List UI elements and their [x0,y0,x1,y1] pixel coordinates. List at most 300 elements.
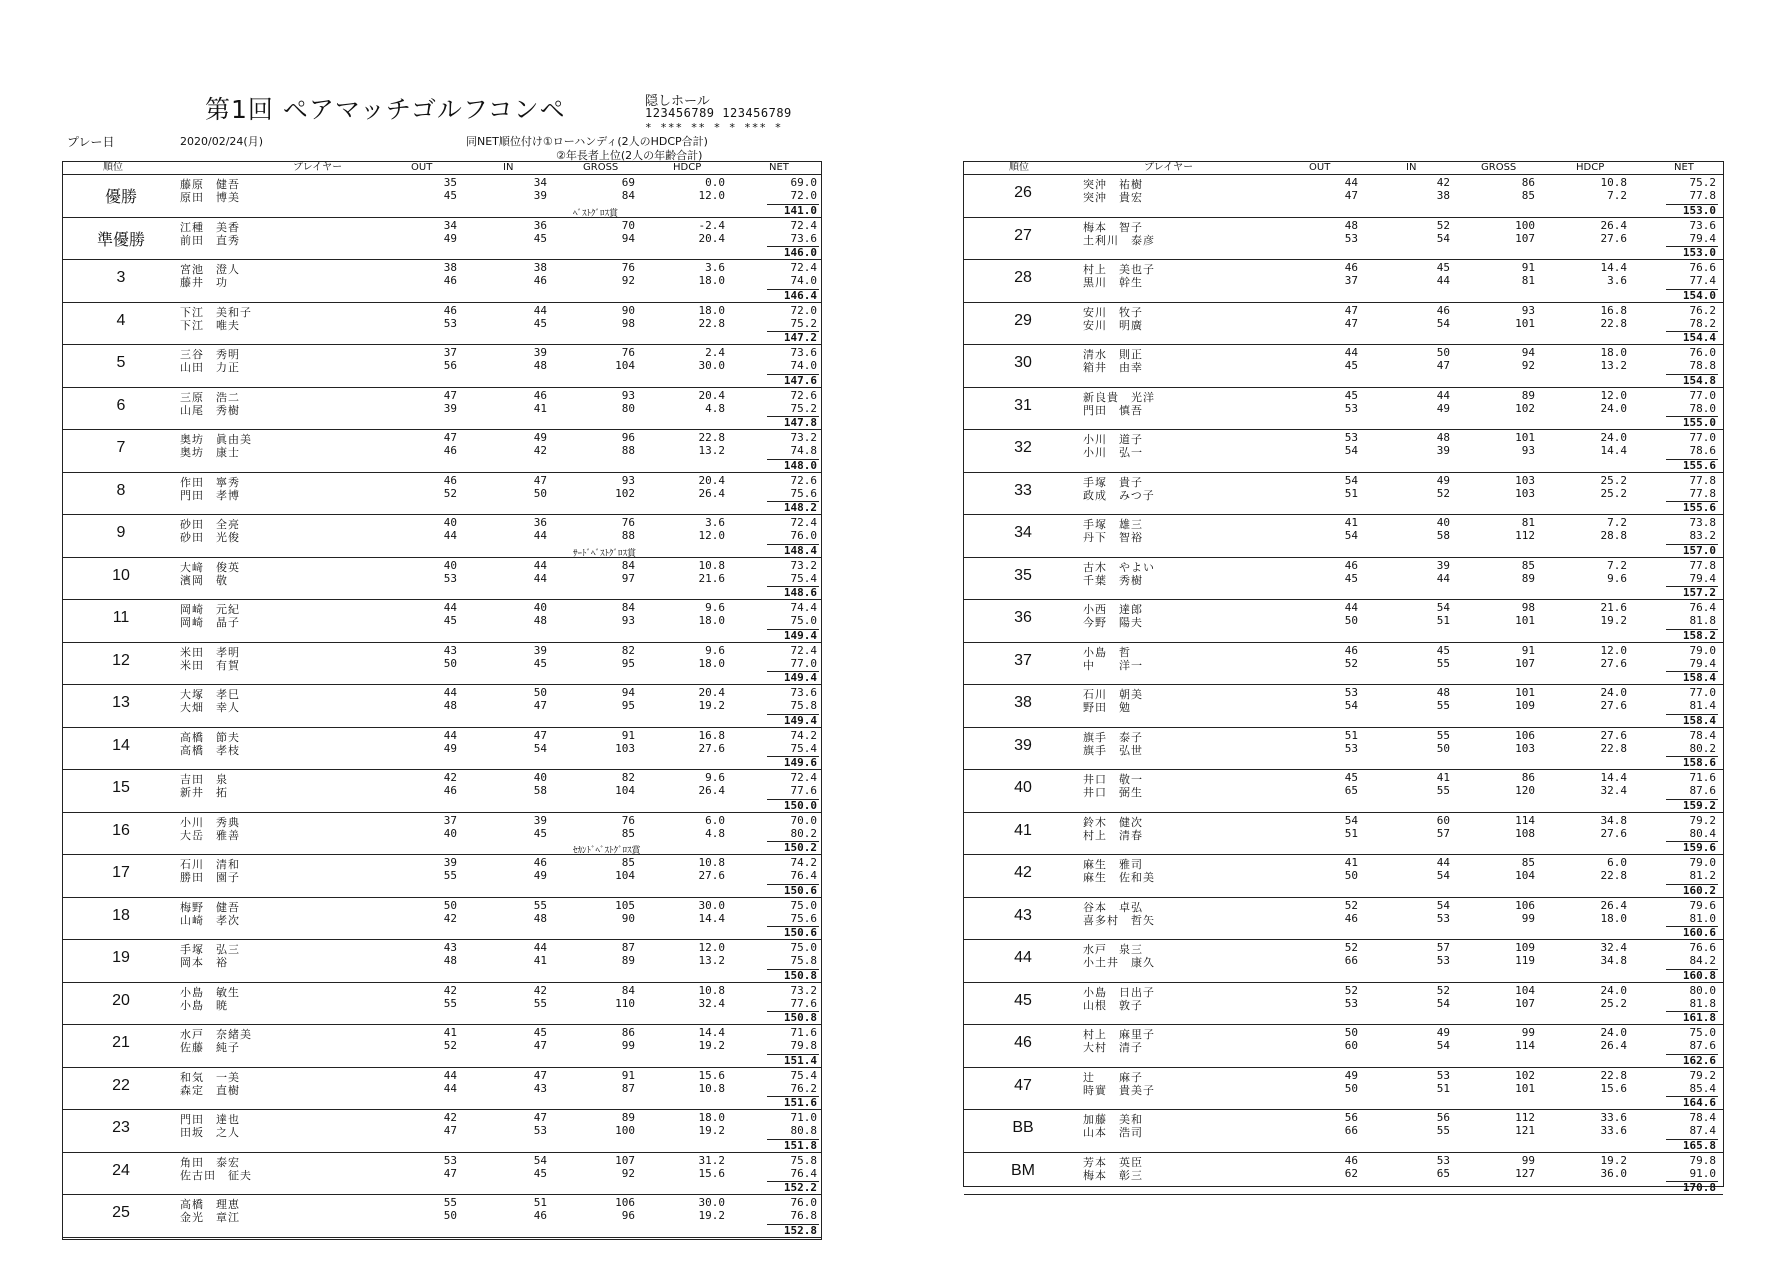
in-score: 48 [533,614,547,627]
result-group [63,1195,821,1238]
rank-label: 40 [1014,779,1032,797]
in-score: 45 [533,1166,547,1180]
net-score: 73.6 [790,686,817,699]
player-name: 水戸 奈緒美 [180,1028,252,1041]
rank-label: 9 [116,524,126,542]
result-group [964,1110,1723,1153]
hdcp-value: 14.4 [1600,771,1627,784]
gross-score: 92 [1521,359,1535,372]
in-score: 36 [533,218,547,232]
gross-score: 101 [1515,614,1535,627]
in-score: 55 [1436,784,1450,797]
in-score: 49 [1436,401,1450,415]
net-score: 74.2 [790,728,817,742]
rank-label: 18 [112,906,130,924]
player-name: 箱井 由幸 [1083,361,1143,374]
hdcp-value: 32.4 [1600,784,1627,797]
player-name: 門田 孝博 [180,488,240,502]
result-group [964,813,1723,856]
player-name: 鈴木 健次 [1083,815,1143,829]
net-score: 87.6 [1689,1039,1716,1052]
pair-total: 150.8 [783,968,817,982]
out-score: 52 [1344,898,1358,912]
net-score: 73.8 [1689,516,1716,529]
net-score: 75.0 [790,941,817,954]
gross-score: 99 [1521,1153,1535,1167]
result-group [964,983,1723,1026]
in-score: 46 [533,1209,547,1222]
net-score: 71.0 [790,1111,817,1124]
pair-total: 152.2 [783,1181,817,1194]
net-score: 79.4 [1689,571,1716,585]
in-score: 50 [533,486,547,500]
in-score: 41 [1436,771,1450,784]
net-score: 79.6 [1689,898,1716,912]
in-score: 60 [1436,813,1450,827]
award-note: ﾍﾞｽﾄｸﾞﾛｽ賞 [573,208,619,219]
hdcp-value: 22.8 [698,431,725,444]
pair-total: 151.4 [783,1053,817,1067]
result-group [964,515,1723,558]
net-score: 78.6 [1689,444,1716,457]
player-name: 門田 慎吾 [1083,403,1143,417]
net-score: 77.8 [1689,189,1716,202]
net-score: 74.0 [790,274,817,287]
hdcp-value: 10.8 [698,1081,725,1095]
player-name: 前田 直秀 [180,233,240,247]
hdcp-value: 26.4 [1600,1039,1627,1052]
net-score: 80.4 [1689,826,1716,840]
net-score: 79.4 [1689,656,1716,670]
in-score: 49 [533,431,547,444]
in-score: 57 [1436,941,1450,954]
result-group [63,175,821,218]
gross-score: 101 [1515,316,1535,330]
hdcp-value: 30.0 [698,359,725,372]
pair-total: 164.6 [1682,1096,1716,1109]
in-score: 53 [533,1124,547,1137]
pair-total: 146.0 [783,246,817,259]
gross-score: 100 [615,1124,635,1137]
hdcp-value: 10.8 [698,558,725,572]
rank-label: 3 [116,269,126,287]
in-score: 39 [533,643,547,657]
out-score: 55 [443,996,457,1010]
in-score: 39 [533,189,547,202]
hdcp-value: 36.0 [1600,1166,1627,1180]
player-name: 大﨑 俊英 [180,560,240,574]
player-name: 佐藤 純子 [180,1041,240,1054]
rank-label: 42 [1014,864,1032,882]
hdcp-value: 18.0 [698,656,725,670]
player-name: 下江 唯夫 [180,318,240,332]
gross-score: 96 [621,431,635,444]
player-name: 安川 牧子 [1083,305,1143,319]
pair-total: 150.8 [783,1011,817,1024]
player-name: 大岳 雅善 [180,828,240,842]
hdcp-value: 3.6 [1607,274,1627,287]
out-score: 44 [443,686,457,699]
result-group [63,430,821,473]
hdcp-value: 22.8 [1600,869,1627,882]
out-score: 35 [443,176,457,189]
pair-total: 157.2 [1682,586,1716,599]
gross-score: 90 [621,303,635,317]
pair-total: 155.0 [1682,416,1716,429]
player-name: 江種 美香 [180,220,240,234]
result-group [964,855,1723,898]
out-score: 41 [1344,516,1358,529]
hdcp-value: 22.8 [698,316,725,330]
hdcp-value: 27.6 [698,869,725,882]
gross-score: 119 [1515,954,1535,967]
gross-score: 101 [1515,686,1535,699]
gross-score: 87 [621,941,635,954]
in-score: 40 [1436,516,1450,529]
out-score: 66 [1344,1124,1358,1137]
player-name: 黒川 幹生 [1083,276,1143,289]
hdcp-value: 4.8 [705,401,725,415]
player-name: 石川 朝美 [1083,688,1143,701]
out-score: 53 [443,316,457,330]
out-score: 53 [1344,996,1358,1010]
player-name: 今野 陽夫 [1083,616,1143,629]
gross-score: 104 [615,869,635,882]
in-score: 38 [1436,189,1450,202]
result-group [964,260,1723,303]
player-name: 小西 達郎 [1083,603,1143,616]
result-group [964,728,1723,771]
player-name: 奥坊 康士 [180,446,240,459]
player-name: 麻生 雅司 [1083,858,1143,871]
hdcp-value: 27.6 [1600,728,1627,742]
out-score: 54 [1344,699,1358,712]
net-score: 80.0 [1689,983,1716,997]
result-group [63,515,821,558]
net-score: 81.8 [1689,614,1716,627]
out-score: 41 [1344,856,1358,869]
net-score: 76.6 [1689,261,1716,274]
net-score: 75.6 [790,486,817,500]
result-group [63,983,821,1026]
hdcp-value: 13.2 [1600,359,1627,372]
gross-score: 84 [621,189,635,202]
out-score: 56 [1344,1111,1358,1124]
col-rank: 順位 [1009,162,1029,173]
out-score: 46 [1344,558,1358,572]
out-score: 41 [443,1026,457,1039]
player-name: 千葉 秀樹 [1083,573,1143,587]
out-score: 46 [443,784,457,797]
hdcp-value: 25.2 [1600,473,1627,487]
gross-score: 76 [621,261,635,274]
player-name: 大畑 幸人 [180,701,240,714]
out-score: 55 [443,1196,457,1209]
out-score: 50 [443,1209,457,1222]
hdcp-value: 25.2 [1600,486,1627,500]
net-score: 78.8 [1689,359,1716,372]
net-score: 78.4 [1689,1111,1716,1124]
out-score: 53 [1344,741,1358,755]
in-score: 55 [533,898,547,912]
gross-score: 89 [621,1111,635,1124]
gross-score: 104 [615,784,635,797]
out-score: 51 [1344,728,1358,742]
net-score: 79.8 [790,1039,817,1052]
rank-label: 11 [112,609,130,627]
result-group [964,430,1723,473]
out-score: 53 [443,1153,457,1167]
gross-score: 87 [621,1081,635,1095]
in-score: 46 [533,856,547,869]
gross-score: 70 [621,218,635,232]
player-name: 佐古田 征夫 [180,1168,252,1182]
result-group [63,940,821,983]
page-title: 第1回 ペアマッチゴルフコンペ [205,95,566,124]
in-score: 47 [533,473,547,487]
net-score: 87.6 [1689,784,1716,797]
player-name: 安川 明廣 [1083,318,1143,332]
result-group [63,643,821,686]
player-name: 小島 哲 [1083,645,1131,659]
pair-total: 151.8 [783,1138,817,1152]
net-score: 73.6 [790,346,817,359]
gross-score: 88 [621,529,635,542]
net-score: 72.6 [790,473,817,487]
col-in: IN [503,162,514,173]
pair-total: 155.6 [1682,501,1716,514]
out-score: 40 [443,558,457,572]
net-score: 75.4 [790,1068,817,1082]
col-in: IN [1406,162,1417,173]
gross-score: 94 [621,686,635,699]
net-score: 77.0 [1689,388,1716,402]
pair-total: 153.0 [1682,203,1716,217]
in-score: 39 [533,346,547,359]
rank-label: 39 [1014,736,1032,754]
rank-label: BB [1012,1119,1034,1137]
in-score: 45 [1436,261,1450,274]
gross-score: 99 [1521,1026,1535,1039]
gross-score: 81 [1521,516,1535,529]
gross-score: 103 [1515,473,1535,487]
in-score: 46 [533,274,547,287]
net-score: 75.0 [1689,1026,1716,1039]
out-score: 56 [443,359,457,372]
gross-score: 102 [1515,1068,1535,1082]
in-score: 45 [533,656,547,670]
result-group [964,940,1723,983]
gross-score: 93 [621,473,635,487]
out-score: 47 [443,431,457,444]
rank-label: 44 [1014,949,1032,967]
pair-total: 148.2 [783,501,817,514]
hdcp-value: 34.8 [1600,813,1627,827]
hdcp-value: 18.0 [698,274,725,287]
net-score: 73.2 [790,558,817,572]
hdcp-value: 27.6 [1600,699,1627,712]
hdcp-value: 18.0 [1600,346,1627,359]
gross-score: 105 [615,898,635,912]
pair-total: 149.4 [783,713,817,727]
hdcp-value: 19.2 [1600,1153,1627,1167]
result-group [63,1068,821,1111]
out-score: 44 [1344,176,1358,189]
hdcp-value: 19.2 [698,699,725,712]
in-score: 41 [533,401,547,415]
out-score: 52 [1344,656,1358,670]
hdcp-value: 24.0 [1600,431,1627,444]
in-score: 46 [1436,303,1450,317]
in-score: 45 [533,316,547,330]
net-score: 75.8 [790,699,817,712]
player-name: 藤井 功 [180,276,228,289]
gross-score: 101 [1515,431,1535,444]
out-score: 51 [1344,486,1358,500]
in-score: 44 [1436,274,1450,287]
gross-score: 88 [621,444,635,457]
hdcp-value: 15.6 [698,1166,725,1180]
pair-total: 158.4 [1682,671,1716,684]
hdcp-value: 24.0 [1600,1026,1627,1039]
player-name: 中 洋一 [1083,658,1143,672]
result-group [964,643,1723,686]
result-group [964,685,1723,728]
gross-score: 127 [1515,1166,1535,1180]
hdcp-value: -2.4 [698,218,725,232]
in-score: 43 [533,1081,547,1095]
rank-label: 43 [1014,906,1032,924]
result-group [964,600,1723,643]
hdcp-value: 19.2 [698,1039,725,1052]
hdcp-value: 20.4 [698,388,725,402]
out-score: 46 [443,303,457,317]
in-score: 51 [533,1196,547,1209]
hdcp-value: 12.0 [1600,643,1627,657]
player-name: 山崎 孝次 [180,913,240,927]
player-name: 三原 浩二 [180,390,240,404]
rank-label: 23 [112,1119,130,1137]
result-group [63,1110,821,1153]
net-score: 75.8 [790,954,817,967]
net-score: 79.2 [1689,813,1716,827]
net-score: 76.0 [1689,346,1716,359]
hdcp-value: 12.0 [1600,388,1627,402]
net-score: 72.4 [790,218,817,232]
out-score: 54 [1344,529,1358,542]
gross-score: 104 [1515,983,1535,997]
net-score: 79.2 [1689,1068,1716,1082]
gross-score: 91 [1521,261,1535,274]
net-score: 74.0 [790,359,817,372]
pair-total: 150.6 [783,883,817,897]
hdcp-value: 27.6 [1600,826,1627,840]
in-score: 49 [1436,473,1450,487]
tiebreak-rule-2: ②年長者上位(2人の年齢合計) [556,149,703,162]
gross-score: 104 [615,359,635,372]
player-name: 小島 日出子 [1083,985,1155,999]
net-score: 73.6 [790,231,817,245]
player-name: 清水 則正 [1083,348,1143,361]
net-score: 75.8 [790,1153,817,1167]
result-group [63,218,821,261]
result-group [964,345,1723,388]
in-score: 54 [1436,996,1450,1010]
net-score: 74.8 [790,444,817,457]
hdcp-value: 22.8 [1600,316,1627,330]
result-group [964,388,1723,431]
net-score: 72.6 [790,388,817,402]
result-group [964,1068,1723,1111]
gross-score: 110 [615,996,635,1010]
result-group [63,388,821,431]
net-score: 79.8 [1689,1153,1716,1167]
player-name: 岡崎 晶子 [180,616,240,629]
net-score: 76.6 [1689,941,1716,954]
gross-score: 93 [621,614,635,627]
out-score: 47 [443,1124,457,1137]
hdcp-value: 6.0 [705,813,725,827]
net-score: 77.0 [1689,431,1716,444]
hdcp-value: 32.4 [698,996,725,1010]
hdcp-value: 33.6 [1600,1124,1627,1137]
result-group [63,600,821,643]
out-score: 60 [1344,1039,1358,1052]
player-name: 吉田 泉 [180,773,228,786]
in-score: 45 [533,1026,547,1039]
player-name: 大塚 孝巳 [180,688,240,701]
pair-total: 161.8 [1682,1011,1716,1024]
out-score: 53 [443,571,457,585]
rank-label: 47 [1014,1076,1032,1094]
player-name: 砂田 全亮 [180,518,240,531]
out-score: 47 [1344,303,1358,317]
in-score: 55 [1436,728,1450,742]
player-name: 野田 勉 [1083,701,1131,714]
gross-score: 94 [621,231,635,245]
hdcp-value: 3.6 [705,516,725,529]
out-score: 45 [1344,359,1358,372]
out-score: 46 [1344,261,1358,274]
rank-label: 21 [112,1034,130,1052]
in-score: 44 [1436,571,1450,585]
hdcp-value: 3.6 [705,261,725,274]
out-score: 39 [443,856,457,869]
rank-label: 34 [1014,524,1032,542]
player-name: 宮池 澄人 [180,263,240,276]
out-score: 44 [443,529,457,542]
player-name: 米田 有賀 [180,658,240,672]
hdcp-value: 26.4 [1600,218,1627,232]
player-name: 高橋 理恵 [180,1198,240,1211]
player-name: 勝田 園子 [180,871,240,884]
hdcp-value: 24.0 [1600,401,1627,415]
result-group [63,1025,821,1068]
net-score: 75.2 [1689,176,1716,189]
player-name: 森定 直樹 [180,1083,240,1097]
hidden-hole-digits: 123456789 123456789 [645,106,792,120]
in-score: 50 [1436,741,1450,755]
rank-label: 37 [1014,651,1032,669]
rank-label: 46 [1014,1034,1032,1052]
hdcp-value: 27.6 [1600,656,1627,670]
rank-label: 29 [1014,311,1032,329]
in-score: 44 [533,529,547,542]
hdcp-value: 30.0 [698,1196,725,1209]
result-group [964,898,1723,941]
rank-label: 5 [116,354,126,372]
out-score: 52 [443,486,457,500]
